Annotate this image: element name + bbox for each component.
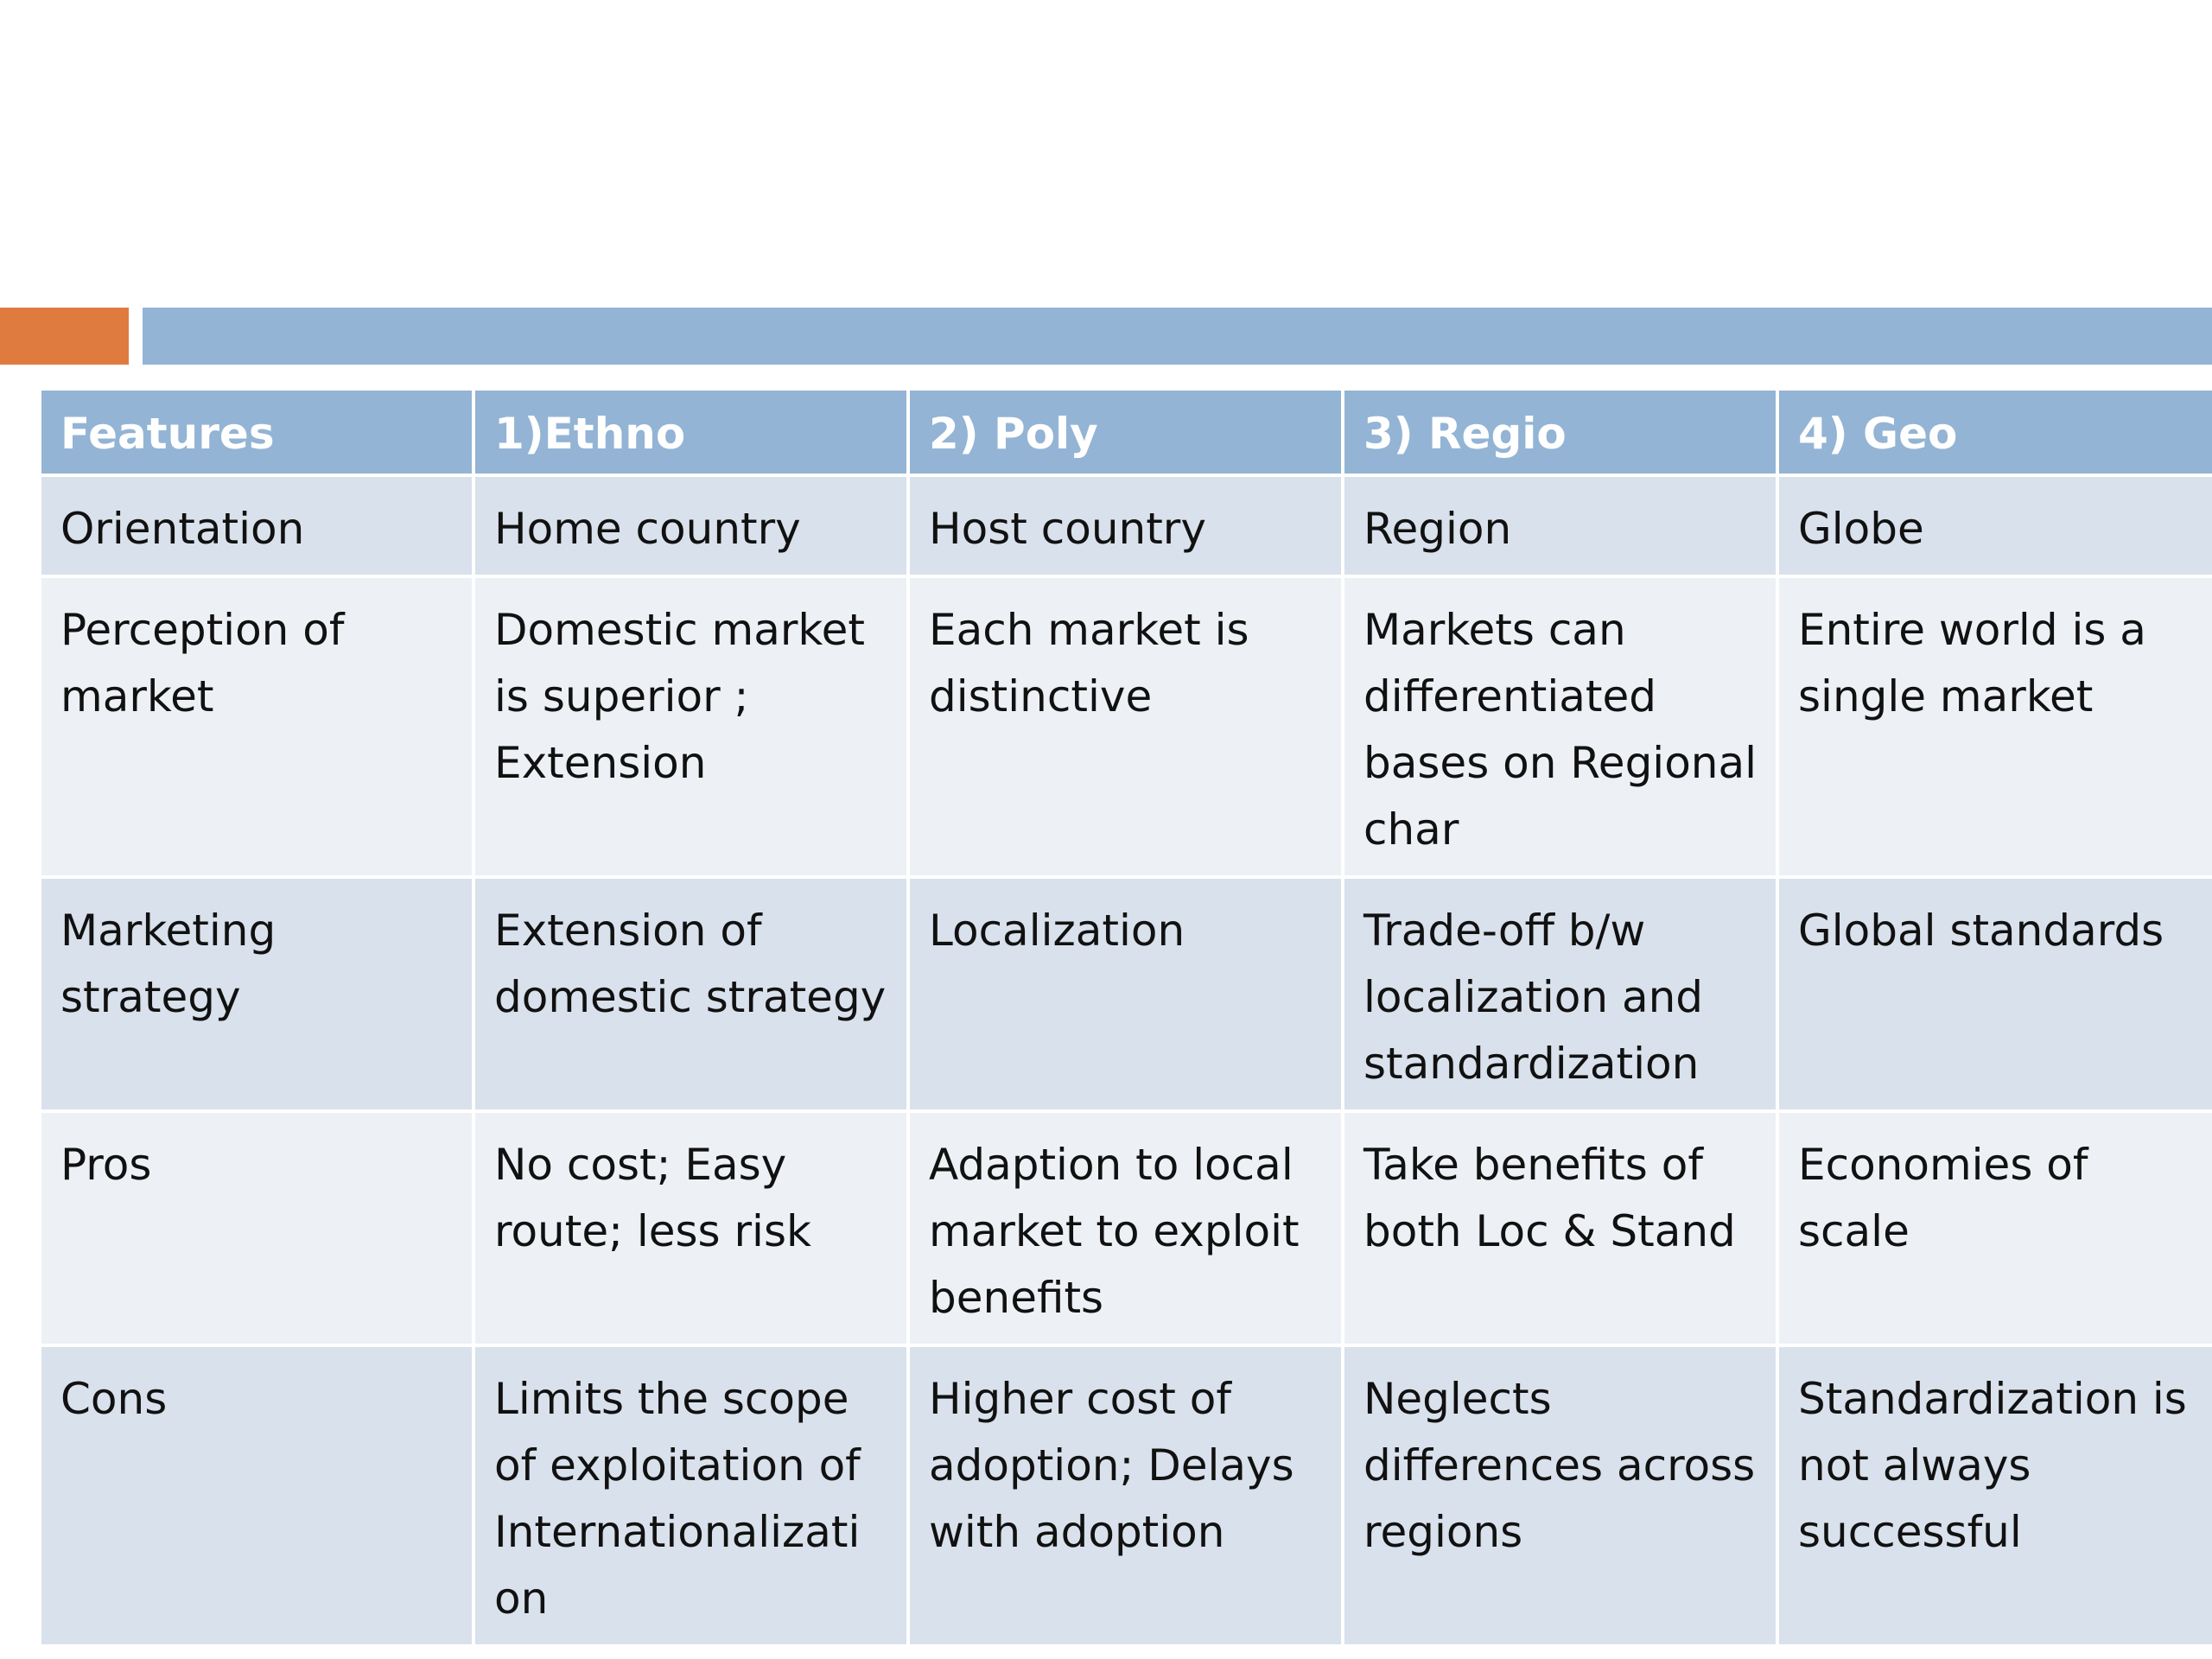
header-cell: 1)Ethno (474, 389, 908, 475)
table-cell: Domestic market is superior ; Extension (474, 576, 908, 877)
title-bar (143, 308, 2212, 365)
table-row (40, 877, 2212, 1111)
row-label-cell: Perception of market (40, 576, 474, 877)
table-cell: Trade-off b/w localization and standardization (1343, 877, 1777, 1111)
table-cell: Markets can differentiated bases on Regional char (1343, 576, 1777, 877)
comparison-table (38, 387, 2212, 1648)
table-row (40, 1111, 2212, 1345)
table-cell: Home country (474, 475, 908, 576)
row-label-cell: Orientation (40, 475, 474, 576)
header-cell: Features (40, 389, 474, 475)
accent-block (0, 308, 129, 365)
table-cell: Each market is distinctive (908, 576, 1343, 877)
table-cell: Localization (908, 877, 1343, 1111)
table-cell: No cost; Easy route; less risk (474, 1111, 908, 1345)
table-row (40, 1345, 2212, 1646)
row-label-cell: Pros (40, 1111, 474, 1345)
header-cell: 2) Poly (908, 389, 1343, 475)
table-cell: Extension of domestic strategy (474, 877, 908, 1111)
table-cell: Limits the scope of exploitation of Internationalizati on (474, 1345, 908, 1646)
table-cell: Neglects differences across regions (1343, 1345, 1777, 1646)
table-cell: Economies of scale (1777, 1111, 2212, 1345)
row-label-cell: Marketing strategy (40, 877, 474, 1111)
table-cell: Global standards (1777, 877, 2212, 1111)
table-row (40, 576, 2212, 877)
comparison-table-container (38, 387, 2212, 1648)
header-cell: 4) Geo (1777, 389, 2212, 475)
table-cell: Region (1343, 475, 1777, 576)
row-label-cell: Cons (40, 1345, 474, 1646)
table-cell: Entire world is a single market (1777, 576, 2212, 877)
table-cell: Take benefits of both Loc & Stand (1343, 1111, 1777, 1345)
table-header-row (40, 389, 2212, 475)
table-cell: Host country (908, 475, 1343, 576)
table-cell: Standardization is not always successful (1777, 1345, 2212, 1646)
table-cell: Adaption to local market to exploit benefits (908, 1111, 1343, 1345)
table-row (40, 475, 2212, 576)
header-cell: 3) Regio (1343, 389, 1777, 475)
table-cell: Higher cost of adoption; Delays with adoption (908, 1345, 1343, 1646)
table-cell: Globe (1777, 475, 2212, 576)
